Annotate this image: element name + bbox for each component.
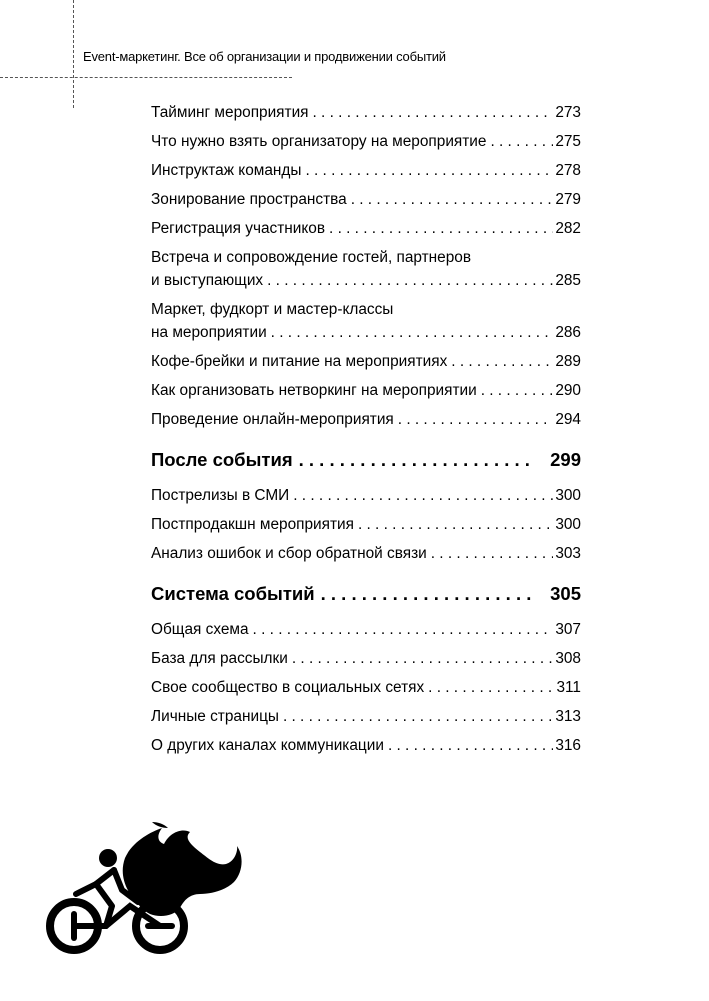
- toc-entry: [151, 484, 581, 507]
- toc-section-page: 305: [550, 583, 581, 604]
- toc-entry: [151, 188, 581, 211]
- toc-entry-label: Что нужно взять организатору на мероприятие: [151, 133, 487, 150]
- toc-leader-dots: [299, 447, 537, 473]
- toc-entry-label-line2: на мероприятии: [151, 324, 267, 341]
- toc-entry: [151, 159, 581, 182]
- toc-leader-dots: [271, 321, 554, 344]
- toc-entry-label: Свое сообщество в социальных сетях: [151, 679, 425, 696]
- table-of-contents: [151, 101, 581, 763]
- toc-entry-page: 316: [555, 737, 581, 754]
- toc-entry: [151, 298, 581, 344]
- toc-section-title: Система событий: [151, 583, 315, 604]
- toc-entry-label: Общая схема: [151, 621, 249, 638]
- toc-entry: [151, 705, 581, 728]
- toc-entry: [151, 513, 581, 536]
- crop-mark-vertical: [73, 0, 74, 108]
- toc-entry: [151, 379, 581, 402]
- toc-leader-dots: [305, 159, 553, 182]
- toc-entry-label: Тайминг мероприятия: [151, 104, 309, 121]
- toc-entry-page: 285: [555, 272, 581, 289]
- toc-entry: [151, 734, 581, 757]
- toc-leader-dots: [490, 130, 553, 153]
- toc-leader-dots: [351, 188, 554, 211]
- toc-entry-label: База для рассылки: [151, 650, 288, 667]
- toc-section-heading: [151, 581, 581, 607]
- toc-leader-dots: [398, 408, 554, 431]
- toc-entry: [151, 350, 581, 373]
- toc-entry-page: 311: [556, 679, 581, 696]
- toc-entry: [151, 542, 581, 565]
- toc-entry-page: 286: [555, 324, 581, 341]
- toc-entry-page: 289: [555, 353, 581, 370]
- toc-entry-page: 294: [555, 411, 581, 428]
- toc-entry-page: 308: [555, 650, 581, 667]
- toc-entry-label: Постпродакшн мероприятия: [151, 516, 354, 533]
- toc-entry-label: Как организовать нетворкинг на мероприятии: [151, 382, 477, 399]
- toc-leader-dots: [313, 101, 554, 124]
- toc-entry: [151, 676, 581, 699]
- toc-entry-page: 300: [555, 516, 581, 533]
- toc-entry: [151, 130, 581, 153]
- toc-entry-page: 273: [555, 104, 581, 121]
- toc-entry-label: О других каналах коммуникации: [151, 737, 384, 754]
- toc-leader-dots: [292, 647, 553, 670]
- toc-section-title: После события: [151, 449, 293, 470]
- toc-section-heading: [151, 447, 581, 473]
- toc-leader-dots: [481, 379, 554, 402]
- toc-entry-label: Регистрация участников: [151, 220, 326, 237]
- toc-leader-dots: [388, 734, 553, 757]
- toc-entry: [151, 647, 581, 670]
- toc-entry-page: 282: [555, 220, 581, 237]
- toc-leader-dots: [329, 217, 553, 240]
- toc-entry-page: 275: [555, 133, 581, 150]
- toc-leader-dots: [428, 676, 554, 699]
- crop-mark-horizontal: [0, 77, 292, 78]
- toc-entry-label: Пострелизы в СМИ: [151, 487, 290, 504]
- toc-entry-page: 279: [555, 191, 581, 208]
- running-head: Event-маркетинг. Все об организации и продвижении событий: [83, 49, 446, 64]
- toc-entry-label: Личные страницы: [151, 708, 279, 725]
- toc-entry: [151, 246, 581, 292]
- toc-entry-page: 303: [555, 545, 581, 562]
- toc-entry-label-line1: Встреча и сопровождение гостей, партнеров: [151, 249, 472, 266]
- toc-entry: [151, 408, 581, 431]
- toc-entry-label-line2: и выступающих: [151, 272, 264, 289]
- toc-entry-page: 278: [555, 162, 581, 179]
- toc-leader-dots: [358, 513, 553, 536]
- toc-entry-page: 290: [555, 382, 581, 399]
- toc-entry-label: Инструктаж команды: [151, 162, 302, 179]
- toc-leader-dots: [451, 350, 553, 373]
- toc-entry: [151, 217, 581, 240]
- toc-leader-dots: [267, 269, 553, 292]
- toc-entry-page: 307: [555, 621, 581, 638]
- toc-entry-label-line1: Маркет, фудкорт и мастер-классы: [151, 301, 394, 318]
- toc-entry-page: 300: [555, 487, 581, 504]
- toc-entry: [151, 101, 581, 124]
- toc-entry-label: Проведение онлайн-мероприятия: [151, 411, 394, 428]
- toc-entry-page: 313: [555, 708, 581, 725]
- toc-entry-label: Кофе-брейки и питание на мероприятиях: [151, 353, 448, 370]
- toc-entry: [151, 618, 581, 641]
- cyclist-flame-icon: [40, 822, 245, 957]
- toc-entry-label: Анализ ошибок и сбор обратной связи: [151, 545, 427, 562]
- toc-entry-label: Зонирование пространства: [151, 191, 347, 208]
- toc-leader-dots: [253, 618, 554, 641]
- toc-section-page: 299: [550, 449, 581, 470]
- toc-leader-dots: [293, 484, 553, 507]
- toc-leader-dots: [431, 542, 554, 565]
- toc-leader-dots: [321, 581, 537, 607]
- toc-leader-dots: [283, 705, 553, 728]
